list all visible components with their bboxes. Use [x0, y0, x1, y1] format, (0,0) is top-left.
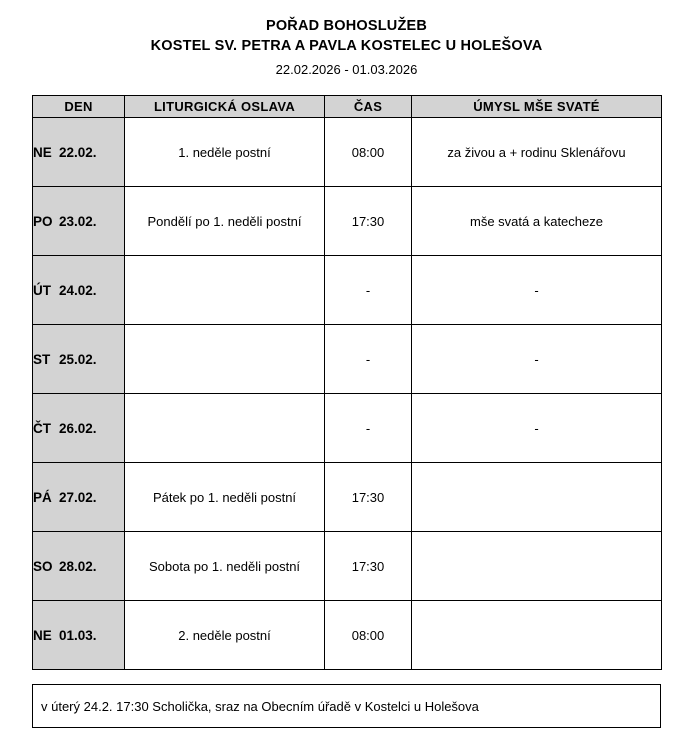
cell-time: 17:30	[325, 463, 412, 532]
cell-day	[33, 187, 125, 256]
page-subtitle-church: KOSTEL SV. PETRA A PAVLA KOSTELEC U HOLEŠOVA	[150, 38, 543, 54]
cell-day	[33, 601, 125, 670]
day-date: 22.02.	[59, 144, 97, 160]
day-date: 23.02.	[59, 213, 97, 229]
document-header	[0, 0, 693, 81]
day-date: 26.02.	[59, 420, 97, 436]
cell-time: 17:30	[325, 532, 412, 601]
footer-note	[32, 684, 661, 728]
day-of-week: ÚT	[33, 282, 51, 298]
page-title: POŘAD BOHOSLUŽEB	[265, 18, 428, 34]
table-row	[33, 187, 662, 256]
cell-liturgy: Pondělí po 1. neděli postní	[125, 187, 325, 256]
cell-day	[33, 394, 125, 463]
cell-liturgy	[125, 256, 325, 325]
day-date: 24.02.	[59, 282, 97, 298]
cell-time: 17:30	[325, 187, 412, 256]
table-row	[33, 256, 662, 325]
column-header-liturgy: LITURGICKÁ OSLAVA	[125, 96, 325, 118]
cell-day	[33, 463, 125, 532]
schedule-table-container	[32, 95, 661, 670]
table-row	[33, 532, 662, 601]
cell-intention: -	[412, 256, 662, 325]
cell-time: -	[325, 256, 412, 325]
table-header	[33, 96, 662, 118]
cell-intention	[412, 601, 662, 670]
table-row	[33, 325, 662, 394]
cell-day	[33, 118, 125, 187]
table-row	[33, 463, 662, 532]
cell-intention: za živou a + rodinu Sklenářovu	[412, 118, 662, 187]
cell-liturgy: 2. neděle postní	[125, 601, 325, 670]
cell-intention: -	[412, 325, 662, 394]
day-date: 25.02.	[59, 351, 97, 367]
day-of-week: SO	[33, 558, 53, 574]
day-of-week: NE	[33, 144, 52, 160]
schedule-table	[32, 95, 662, 670]
day-of-week: PÁ	[33, 489, 52, 505]
cell-time: -	[325, 394, 412, 463]
day-date: 27.02.	[59, 489, 97, 505]
cell-day	[33, 532, 125, 601]
cell-day	[33, 256, 125, 325]
column-header-intention: ÚMYSL MŠE SVATÉ	[412, 96, 662, 118]
cell-intention: mše svatá a katecheze	[412, 187, 662, 256]
column-header-day: DEN	[33, 96, 125, 118]
table-header-row	[33, 96, 662, 118]
table-row	[33, 394, 662, 463]
date-range: 22.02.2026 - 01.03.2026	[275, 62, 418, 77]
day-of-week: NE	[33, 627, 52, 643]
cell-liturgy: Pátek po 1. neděli postní	[125, 463, 325, 532]
cell-time: -	[325, 325, 412, 394]
column-header-time: ČAS	[325, 96, 412, 118]
cell-liturgy	[125, 394, 325, 463]
cell-liturgy: Sobota po 1. neděli postní	[125, 532, 325, 601]
cell-intention	[412, 463, 662, 532]
cell-time: 08:00	[325, 601, 412, 670]
table-row	[33, 118, 662, 187]
day-date: 01.03.	[59, 627, 97, 643]
day-of-week: ST	[33, 351, 51, 367]
cell-liturgy	[125, 325, 325, 394]
footer-note-text: v úterý 24.2. 17:30 Scholička, sraz na Obecním úřadě v Kostelci u Holešova	[41, 698, 479, 714]
cell-intention: -	[412, 394, 662, 463]
day-of-week: PO	[33, 213, 53, 229]
day-date: 28.02.	[59, 558, 97, 574]
day-of-week: ČT	[33, 420, 51, 436]
cell-time: 08:00	[325, 118, 412, 187]
table-row	[33, 601, 662, 670]
cell-intention	[412, 532, 662, 601]
cell-liturgy: 1. neděle postní	[125, 118, 325, 187]
cell-day	[33, 325, 125, 394]
table-body	[33, 118, 662, 670]
